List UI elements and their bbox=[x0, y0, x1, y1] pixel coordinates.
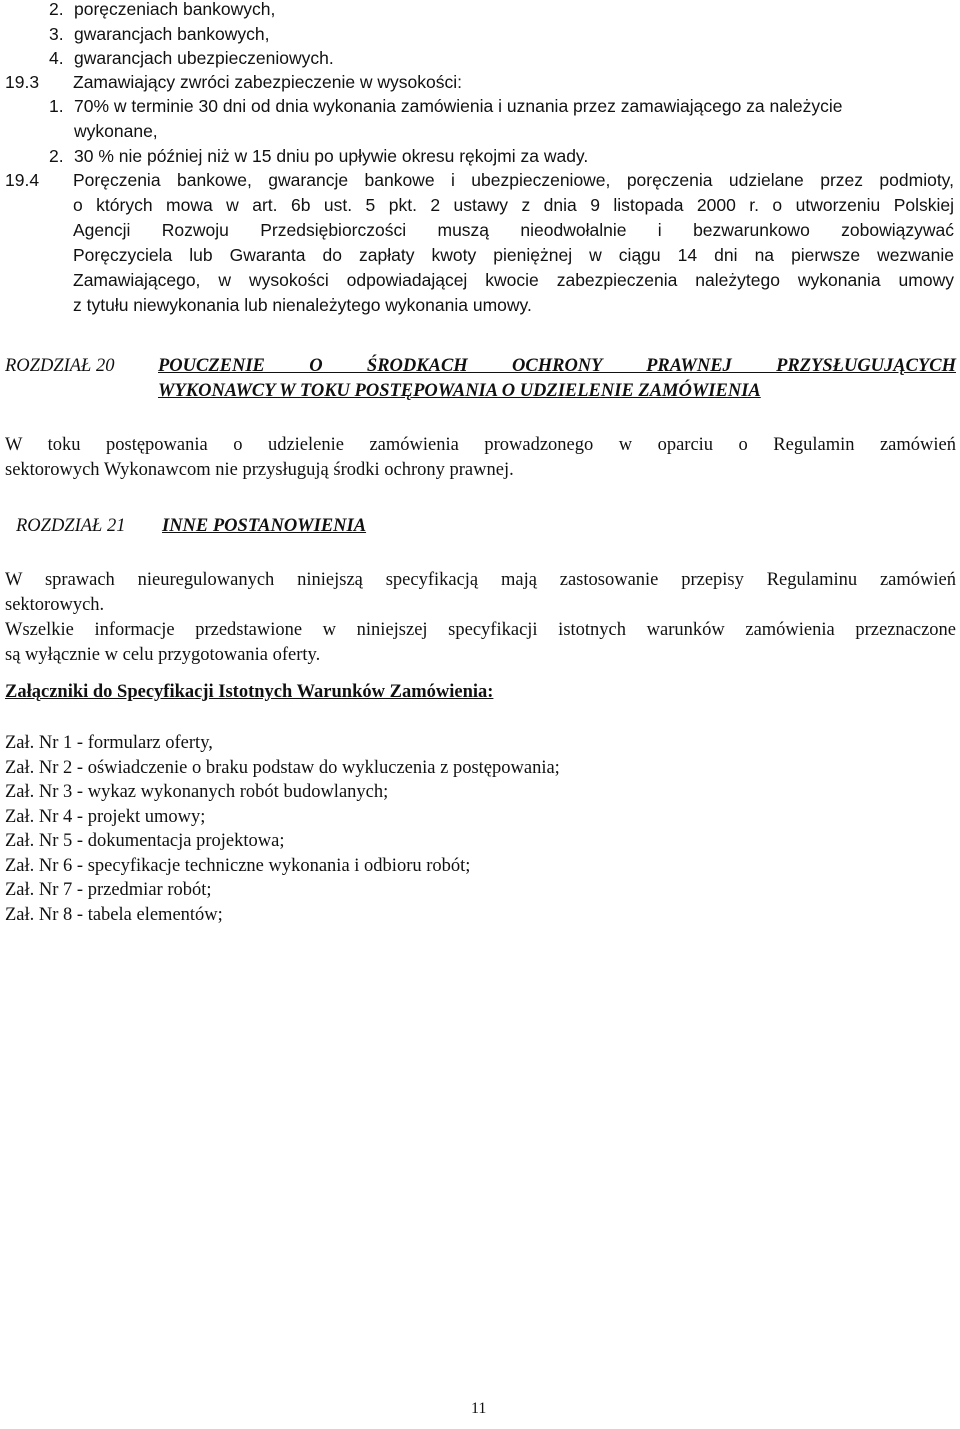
chapter-label: ROZDZIAŁ 20 bbox=[5, 356, 115, 376]
section-text: Zamawiający zwróci zabezpieczenie w wysokości: bbox=[73, 72, 463, 92]
attachment-item: Zał. Nr 8 - tabela elementów; bbox=[5, 905, 223, 925]
list-number: 4. bbox=[49, 48, 64, 68]
attachment-item: Zał. Nr 2 - oświadczenie o braku podstaw do wykluczenia z postępowania; bbox=[5, 758, 560, 778]
section-line: Poręczyciela lub Gwaranta do zapłaty kwoty pieniężnej w ciągu 14 dni na pierwsze wezwanie bbox=[73, 245, 954, 265]
attachment-item: Zał. Nr 4 - projekt umowy; bbox=[5, 807, 206, 827]
list-item: gwarancjach ubezpieczeniowych. bbox=[74, 48, 334, 68]
section-line: Poręczenia bankowe, gwarancje bankowe i ubezpieczeniowe, poręczenia udzielane przez podmioty, bbox=[73, 170, 954, 190]
list-item: gwarancjach bankowych, bbox=[74, 24, 270, 44]
paragraph-line: Wszelkie informacje przedstawione w niniejszej specyfikacji istotnych warunków zamówienia przeznaczone bbox=[5, 620, 956, 640]
section-number: 19.4 bbox=[5, 170, 40, 190]
page-number: 11 bbox=[471, 1400, 487, 1417]
paragraph-line: sektorowych Wykonawcom nie przysługują środki ochrony prawnej. bbox=[5, 460, 514, 480]
list-item: 70% w terminie 30 dni od dnia wykonania zamówienia i uznania przez zamawiającego za należycie bbox=[74, 96, 843, 116]
paragraph-line: sektorowych. bbox=[5, 595, 105, 615]
paragraph-line: W toku postępowania o udzielenie zamówienia prowadzonego w oparciu o Regulamin zamówień bbox=[5, 435, 956, 455]
list-item-continuation: wykonane, bbox=[74, 121, 158, 141]
chapter-title: INNE POSTANOWIENIA bbox=[162, 516, 367, 536]
attachment-item: Zał. Nr 6 - specyfikacje techniczne wykonania i odbioru robót; bbox=[5, 856, 471, 876]
chapter-label: ROZDZIAŁ 21 bbox=[16, 516, 126, 536]
attachments-heading: Załączniki do Specyfikacji Istotnych Warunków Zamówienia: bbox=[5, 682, 494, 702]
list-number: 3. bbox=[49, 24, 64, 44]
section-line: Agencji Rozwoju Przedsiębiorczości muszą nieodwołalnie i bezwarunkowo zobowiązywać bbox=[73, 220, 954, 240]
paragraph-line: W sprawach nieuregulowanych niniejszą specyfikacją mają zastosowanie przepisy Regulaminu zamówień bbox=[5, 570, 956, 590]
list-number: 2. bbox=[49, 146, 64, 166]
chapter-title: POUCZENIE O ŚRODKACH OCHRONY PRAWNEJ PRZYSŁUGUJĄCYCH bbox=[158, 356, 956, 376]
list-item: poręczeniach bankowych, bbox=[74, 0, 276, 19]
attachment-item: Zał. Nr 5 - dokumentacja projektowa; bbox=[5, 831, 285, 851]
attachment-item: Zał. Nr 7 - przedmiar robót; bbox=[5, 880, 212, 900]
list-item: 30 % nie później niż w 15 dniu po upływie okresu rękojmi za wady. bbox=[74, 146, 589, 166]
list-number: 2. bbox=[49, 0, 64, 19]
attachment-item: Zał. Nr 3 - wykaz wykonanych robót budowlanych; bbox=[5, 782, 389, 802]
section-line: z tytułu niewykonania lub nienależytego wykonania umowy. bbox=[73, 295, 532, 315]
section-line: o których mowa w art. 6b ust. 5 pkt. 2 ustawy z dnia 9 listopada 2000 r. o utworzeniu Polskiej bbox=[73, 195, 954, 215]
attachment-item: Zał. Nr 1 - formularz oferty, bbox=[5, 733, 213, 753]
section-line: Zamawiającego, w wysokości odpowiadającej kwocie zabezpieczenia należytego wykonania umowy bbox=[73, 270, 954, 290]
paragraph-line: są wyłącznie w celu przygotowania oferty. bbox=[5, 645, 321, 665]
section-number: 19.3 bbox=[5, 72, 40, 92]
list-number: 1. bbox=[49, 96, 64, 116]
chapter-title-continuation: WYKONAWCY W TOKU POSTĘPOWANIA O UDZIELENIE ZAMÓWIENIA bbox=[158, 381, 761, 401]
